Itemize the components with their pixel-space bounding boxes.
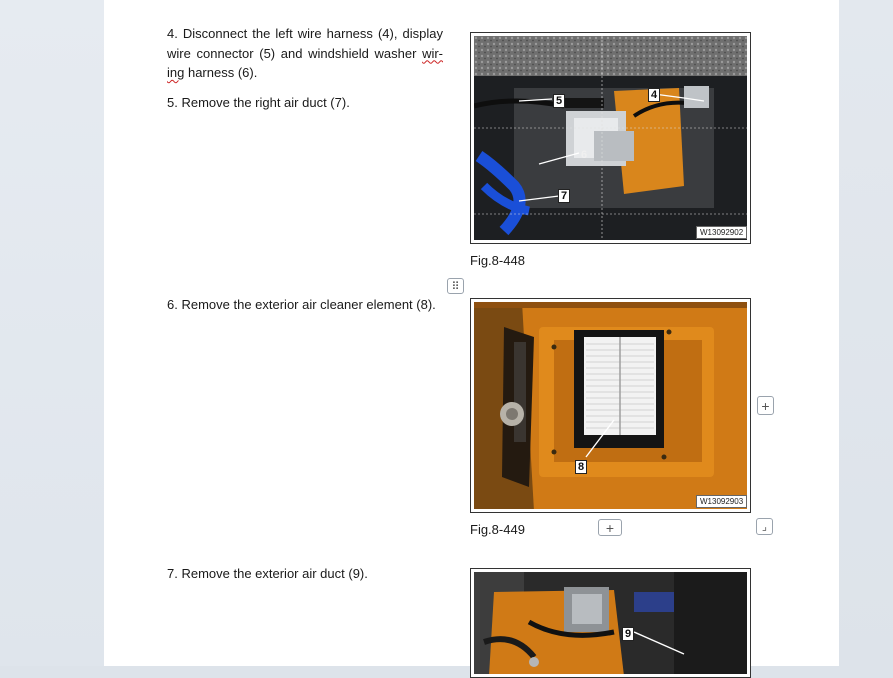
air-cleaner-illustration: [474, 302, 747, 509]
step-5-text: 5. Remove the right air duct (7).: [167, 95, 350, 110]
step-4-text: [167, 24, 443, 83]
resize-handle-icon[interactable]: ⌟: [756, 518, 773, 535]
workspace-right-margin: [839, 0, 893, 666]
figure-448-image: [474, 36, 747, 240]
step-7-text: 7. Remove the exterior air duct (9).: [167, 566, 368, 581]
callout-4: 4: [648, 88, 660, 102]
spelling-flag-word: wir-ing: [167, 45, 443, 80]
image-code-label: W13092903: [696, 495, 747, 508]
figure-448-photo[interactable]: [470, 32, 751, 244]
figure-air-duct-photo[interactable]: [470, 568, 751, 678]
callout-8: 8: [575, 460, 587, 474]
drag-handle-icon[interactable]: ⠿: [447, 278, 464, 294]
add-block-right-button[interactable]: +: [757, 396, 774, 415]
air-duct-illustration: [474, 572, 747, 674]
step-4-text-end: harness (6).: [184, 65, 258, 80]
callout-6: 6: [581, 149, 588, 161]
workspace-left-margin: [0, 0, 104, 666]
callout-9: 9: [622, 627, 634, 641]
add-block-below-button[interactable]: +: [598, 519, 622, 536]
figure-449-image: [474, 302, 747, 509]
figure-air-duct-image: [474, 572, 747, 674]
figure-449-caption: Fig.8-449: [470, 522, 525, 537]
step-6-text: 6. Remove the exterior air cleaner element (8).: [167, 297, 436, 312]
image-code-label: W13092902: [696, 226, 747, 239]
figure-448-caption: Fig.8-448: [470, 253, 525, 268]
callout-5: 5: [553, 94, 565, 108]
engine-bay-illustration: [474, 36, 747, 240]
callout-7: 7: [558, 189, 570, 203]
step-4-text-part: 4. Disconnect the left wire harness (4), display wire connector (5) and windshield washer: [167, 26, 443, 61]
figure-449-photo[interactable]: [470, 298, 751, 513]
